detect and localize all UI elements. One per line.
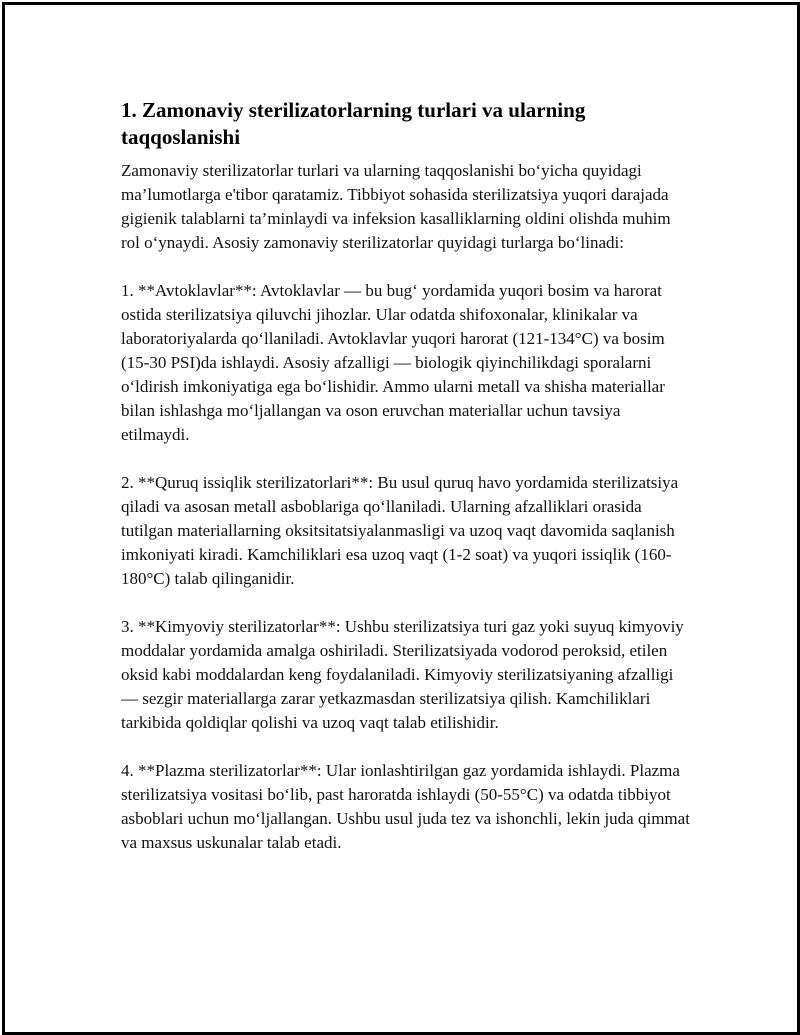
- chemical-paragraph: 3. **Kimyoviy sterilizatorlar**: Ushbu sterilizatsiya turi gaz yoki suyuq kimyoviy moddalar yordamida amalga oshiriladi. Sterilizatsiyada vodorod peroksid, etilen oksid kabi moddalardan keng foydalaniladi. Kimyoviy sterilizatsiyaning afzalligi — sezgir materiallarga zarar yetkazmasdan sterilizatsiya qilish. Kamchiliklari tarkibida qoldiqlar qolishi va uzoq vaqt talab etilishidir.: [121, 617, 684, 732]
- section-heading: 1. Zamonaviy sterilizatorlarning turlari va ularning taqqoslanishi: [121, 98, 586, 149]
- intro-paragraph: Zamonaviy sterilizatorlar turlari va ularning taqqoslanishi bo‘yicha quyidagi ma’lumotlarga e'tibor qaratamiz. Tibbiyot sohasida sterilizatsiya yuqori darajada gigienik talablarni ta’minlaydi va infeksion kasalliklarning oldini olishda muhim rol o‘ynaydi. Asosiy zamonaviy sterilizatorlar quyidagi turlarga bo‘linadi:: [121, 161, 671, 252]
- document-body: [121, 97, 691, 879]
- autoclave-paragraph: 1. **Avtoklavlar**: Avtoklavlar — bu bug‘ yordamida yuqori bosim va harorat ostida sterilizatsiya qiluvchi jihozlar. Ular odatda shifoxonalar, klinikalar va laboratoriyalarda qo‘llaniladi. Avtoklavlar yuqori harorat (121-134°C) va bosim (15-30 PSI)da ishlaydi. Asosiy afzalligi — biologik qiyinchilikdagi sporalarni o‘ldirish imkoniyatiga ega bo‘lishidir. Ammo ularni metall va shisha materiallar bilan ishlashga mo‘ljallangan va oson eruvchan materiallar uchun tavsiya etilmaydi.: [121, 281, 665, 444]
- dry-heat-paragraph: 2. **Quruq issiqlik sterilizatorlari**: Bu usul quruq havo yordamida sterilizatsiya qiladi va asosan metall asboblariga qo‘llaniladi. Ularning afzalliklari orasida tutilgan materiallarning oksitsitatsiyalanmasligi va uzoq vaqt davomida saqlanish imkoniyati kiradi. Kamchiliklari esa uzoq vaqt (1-2 soat) va yuqori issiqlik (160-180°C) talab qilinganidir.: [121, 473, 679, 588]
- page-frame: [2, 2, 800, 1035]
- plasma-paragraph: 4. **Plazma sterilizatorlar**: Ular ionlashtirilgan gaz yordamida ishlaydi. Plazma sterilizatsiya vositasi bo‘lib, past haroratda ishlaydi (50-55°C) va odatda tibbiyot asboblari uchun mo‘ljallangan. Ushbu usul juda tez va ishonchli, lekin juda qimmat va maxsus uskunalar talab etadi.: [121, 761, 690, 852]
